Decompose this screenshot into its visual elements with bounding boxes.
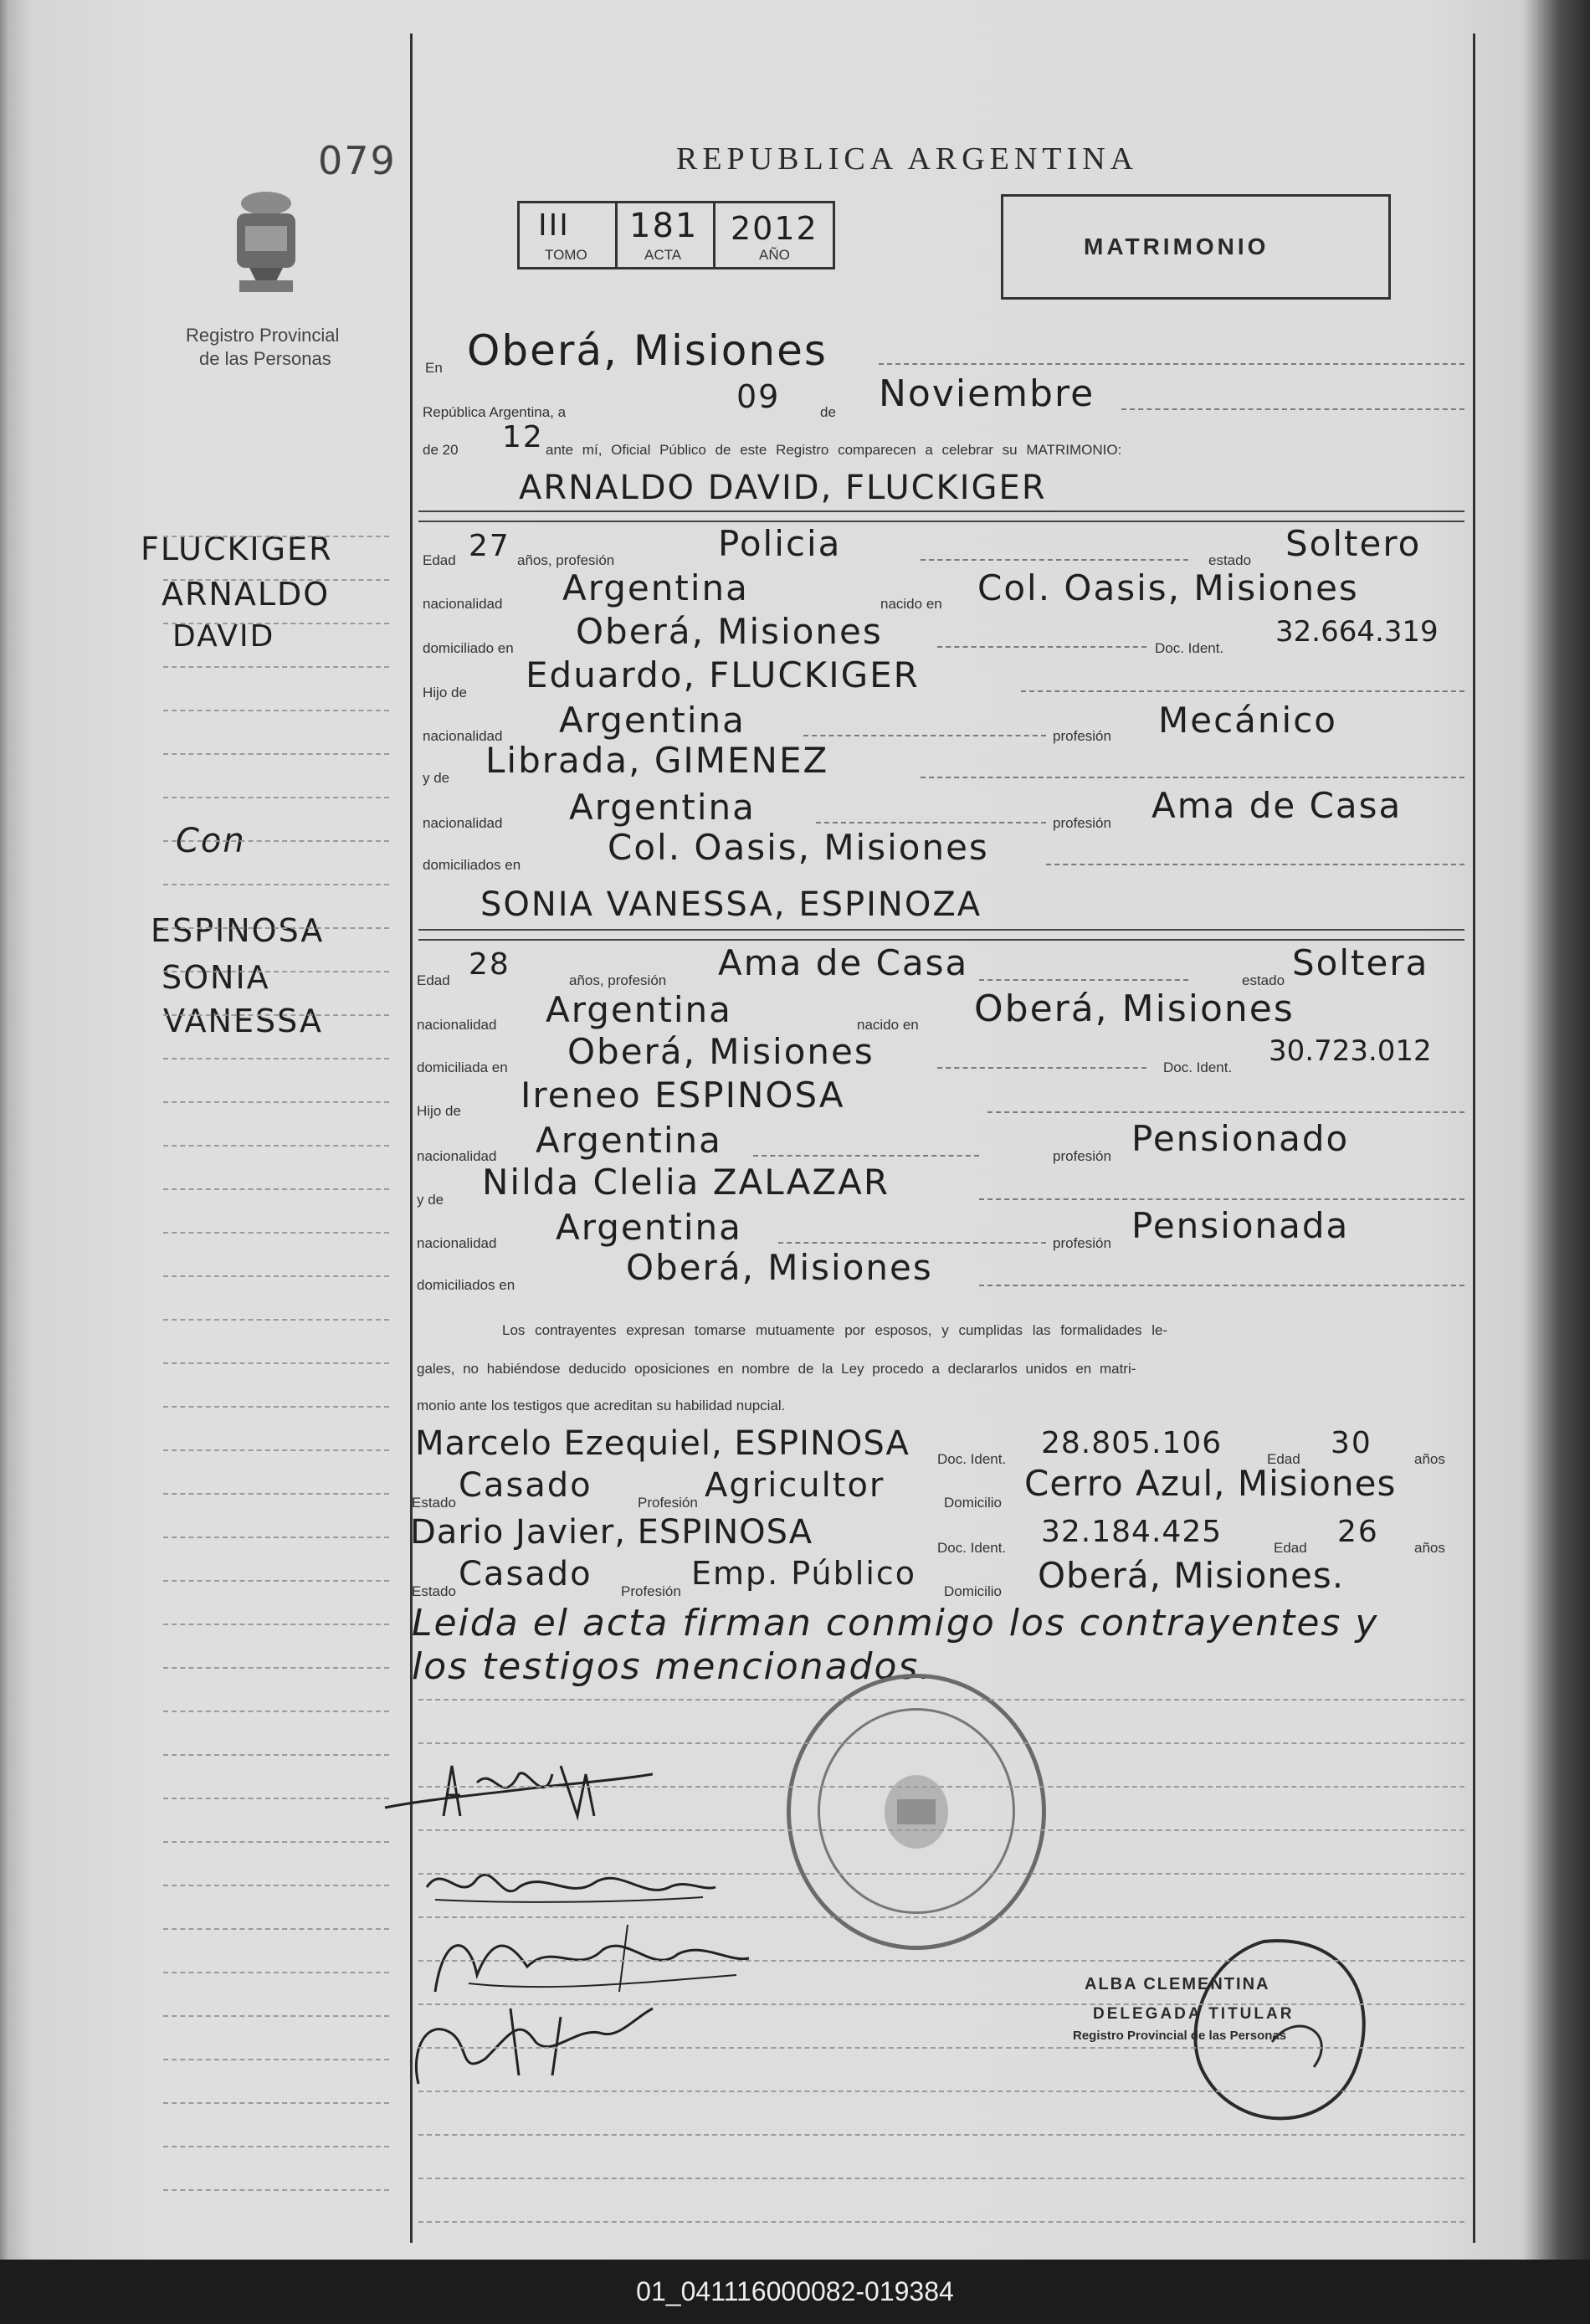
- groom-hijo-label: Hijo de: [423, 685, 467, 700]
- groom-divider-2: [418, 521, 1464, 522]
- country-title: REPUBLICA ARGENTINA: [676, 141, 1139, 177]
- groom-full-name: ARNALDO DAVID, FLUCKIGER: [519, 469, 1047, 507]
- line-bf-nac: [753, 1155, 979, 1157]
- groom-divider: [418, 510, 1464, 512]
- signature-witness2: [393, 1983, 661, 2092]
- witness2-dom-label: Domicilio: [944, 1583, 1002, 1599]
- groom-father-prof-label: profesión: [1053, 728, 1111, 744]
- witness2-estado: Casado: [459, 1555, 592, 1593]
- margin-ruled-line: [163, 623, 389, 624]
- margin-ruled-line: [163, 1711, 389, 1712]
- body-ruled-line: [418, 2221, 1464, 2223]
- registry-name-line1: Registro Provincial: [186, 325, 340, 346]
- acta-cell: [615, 201, 716, 269]
- margin-groom-line1: FLUCKIGER: [141, 531, 333, 567]
- groom-father-nationality: Argentina: [559, 700, 746, 741]
- anio-label: AÑO: [759, 247, 790, 263]
- bride-doc-label: Doc. Ident.: [1163, 1059, 1233, 1075]
- intro-month: Noviembre: [879, 372, 1095, 415]
- bride-estado-label: estado: [1242, 972, 1285, 988]
- witness2-doc: 32.184.425: [1041, 1515, 1223, 1549]
- intro-day: 09: [736, 378, 781, 415]
- groom-parents-dom-label: domiciliados en: [423, 857, 521, 873]
- bride-hijo-label: Hijo de: [417, 1103, 461, 1119]
- bride-nacido-label: nacido en: [857, 1017, 919, 1033]
- groom-father-nac-label: nacionalidad: [423, 728, 503, 744]
- margin-ruled-line: [163, 666, 389, 668]
- witness2-age: 26: [1337, 1515, 1379, 1549]
- margin-ruled-line: [163, 2015, 389, 2017]
- margin-ruled-line: [163, 1232, 389, 1234]
- groom-parents-domicile: Col. Oasis, Misiones: [608, 827, 989, 868]
- margin-ruled-line: [163, 1798, 389, 1799]
- witness1-edad-label: Edad: [1267, 1451, 1300, 1467]
- seal-emblem-icon: [879, 1770, 954, 1854]
- witness1-estado: Casado: [459, 1466, 592, 1505]
- groom-anos-label: años, profesión: [517, 552, 615, 568]
- margin-ruled-line: [163, 710, 389, 711]
- republica-label: República Argentina, a: [423, 404, 567, 420]
- witness1-anos-label: años: [1414, 1451, 1445, 1467]
- margin-ruled-line: [163, 2059, 389, 2060]
- margin-ruled-line: [163, 1319, 389, 1321]
- margin-ruled-line: [163, 1275, 389, 1277]
- folio-number: 079: [318, 138, 397, 183]
- line-g-father: [1021, 690, 1464, 692]
- margin-ruled-line: [163, 1580, 389, 1582]
- official-stamp-line3: Registro Provincial de las Personas: [1073, 2029, 1287, 2043]
- groom-doc-label: Doc. Ident.: [1155, 640, 1224, 656]
- margin-ruled-line: [163, 884, 389, 885]
- footer-id: 01_041116000082-019384: [0, 2260, 1590, 2324]
- bride-domicile: Oberá, Misiones: [567, 1031, 874, 1072]
- margin-ruled-line: [163, 1014, 389, 1016]
- margin-ruled-line: [163, 579, 389, 581]
- acta-label: ACTA: [644, 247, 682, 263]
- groom-edad-label: Edad: [423, 552, 456, 568]
- witness2-domicile: Oberá, Misiones.: [1038, 1555, 1345, 1596]
- witness2-profession: Emp. Público: [691, 1555, 917, 1592]
- line-g-pdom: [1046, 864, 1464, 865]
- bride-nationality: Argentina: [546, 989, 732, 1030]
- margin-groom-line3: DAVID: [172, 619, 275, 654]
- margin-ruled-line: [163, 1754, 389, 1756]
- groom-age: 27: [469, 529, 510, 563]
- declaration-line2: gales, no habiéndose deducido oposiciones en nombre de la Ley procedo a declararlos unidos en matri-: [417, 1361, 1136, 1377]
- line-date: [1121, 408, 1464, 410]
- body-ruled-line: [418, 2091, 1464, 2092]
- body-ruled-line: [418, 2178, 1464, 2179]
- line-bm-nac: [778, 1242, 1046, 1244]
- margin-ruled-line: [163, 797, 389, 798]
- witness2-prof-label: Profesión: [621, 1583, 681, 1599]
- bride-nac-label: nacionalidad: [417, 1017, 497, 1033]
- margin-ruled-line: [163, 1841, 389, 1843]
- bride-dom-label: domiciliada en: [417, 1059, 508, 1075]
- margin-ruled-line: [163, 1101, 389, 1103]
- groom-father-profession: Mecánico: [1158, 700, 1337, 741]
- groom-dom-label: domiciliado en: [423, 640, 514, 656]
- margin-ruled-line: [163, 536, 389, 537]
- form-right-border: [1473, 33, 1475, 2243]
- bride-father: Ireneo ESPINOSA: [521, 1075, 845, 1116]
- bride-mother-nac-label: nacionalidad: [417, 1235, 497, 1251]
- line-place: [879, 363, 1464, 365]
- line-b-prof: [979, 979, 1188, 981]
- bride-divider-2: [418, 939, 1464, 941]
- bride-mother: Nilda Clelia ZALAZAR: [482, 1162, 890, 1203]
- line-g-prof: [921, 559, 1188, 561]
- groom-mother-prof-label: profesión: [1053, 815, 1111, 831]
- tomo-value: III: [538, 208, 570, 243]
- margin-ruled-line: [163, 971, 389, 972]
- official-stamp-line1: ALBA CLEMENTINA: [1085, 1975, 1270, 1993]
- bride-mother-nationality: Argentina: [556, 1207, 742, 1248]
- anio-value: 2012: [731, 210, 818, 247]
- margin-ruled-line: [163, 1188, 389, 1190]
- intro-place: Oberá, Misiones: [467, 326, 828, 375]
- witness2-doc-label: Doc. Ident.: [937, 1540, 1007, 1556]
- groom-yde-label: y de: [423, 770, 450, 786]
- groom-mother-nationality: Argentina: [569, 787, 756, 828]
- acta-value: 181: [629, 207, 699, 245]
- groom-domicile: Oberá, Misiones: [576, 611, 883, 652]
- margin-ruled-line: [163, 1928, 389, 1930]
- body-ruled-line: [418, 1742, 1464, 1744]
- groom-estado-label: estado: [1208, 552, 1252, 568]
- groom-mother: Librada, GIMENEZ: [485, 740, 829, 781]
- bride-father-nac-label: nacionalidad: [417, 1148, 497, 1164]
- bride-mother-prof-label: profesión: [1053, 1235, 1111, 1251]
- bride-father-profession: Pensionado: [1131, 1118, 1350, 1159]
- margin-ruled-line: [163, 2102, 389, 2104]
- tomo-cell: [517, 201, 618, 269]
- margin-ruled-line: [163, 2146, 389, 2147]
- witness1-dom-label: Domicilio: [944, 1495, 1002, 1511]
- bride-parents-dom-label: domiciliados en: [417, 1277, 515, 1293]
- de20-label: de 20: [423, 442, 459, 458]
- margin-bride-line2: SONIA: [162, 959, 270, 996]
- groom-doc: 32.664.319: [1275, 615, 1439, 649]
- bride-age: 28: [469, 947, 510, 982]
- body-ruled-line: [418, 2134, 1464, 2136]
- body-ruled-line: [418, 2047, 1464, 2049]
- official-stamp-line2: DELEGADA TITULAR: [1093, 2005, 1295, 2023]
- margin-ruled-line: [163, 1493, 389, 1495]
- margin-ruled-line: [163, 1145, 389, 1147]
- declaration-line1: Los contrayentes expresan tomarse mutuamente por esposos, y cumplidas las formalidades le-: [502, 1322, 1168, 1338]
- signature-groom: [377, 1749, 653, 1833]
- line-b-pdom: [979, 1285, 1464, 1286]
- anio-cell: [713, 201, 835, 269]
- bride-divider: [418, 929, 1464, 931]
- groom-father: Eduardo, FLUCKIGER: [526, 654, 920, 695]
- witness1-doc: 28.805.106: [1041, 1426, 1223, 1460]
- form-left-border: [410, 33, 413, 2243]
- official-signature: [1172, 1925, 1389, 2142]
- bride-full-name: SONIA VANESSA, ESPINOZA: [480, 885, 982, 924]
- margin-ruled-line: [163, 1972, 389, 1973]
- bride-father-prof-label: profesión: [1053, 1148, 1111, 1164]
- line-g-mother: [921, 777, 1464, 778]
- signature-bride: [418, 1854, 720, 1912]
- margin-ruled-line: [163, 2189, 389, 2191]
- bride-yde-label: y de: [417, 1192, 444, 1208]
- groom-profession: Policia: [718, 523, 842, 564]
- witness1-doc-label: Doc. Ident.: [937, 1451, 1007, 1467]
- witness1-profession: Agricultor: [705, 1466, 885, 1505]
- body-ruled-line: [418, 1960, 1464, 1962]
- witness1-prof-label: Profesión: [638, 1495, 698, 1511]
- margin-con: Con: [176, 822, 246, 860]
- margin-ruled-line: [163, 927, 389, 929]
- witness1-age: 30: [1331, 1426, 1372, 1460]
- groom-nacido-label: nacido en: [880, 596, 942, 612]
- line-gf-nac: [803, 735, 1046, 736]
- book-binding: [1538, 0, 1590, 2260]
- witness1-domicile: Cerro Azul, Misiones: [1024, 1463, 1397, 1504]
- closing-line2: los testigos mencionados.: [412, 1645, 933, 1688]
- bride-parents-domicile: Oberá, Misiones: [626, 1247, 933, 1288]
- record-type: MATRIMONIO: [1084, 233, 1269, 259]
- en-label: En: [425, 360, 443, 376]
- bride-birthplace: Oberá, Misiones: [974, 988, 1295, 1030]
- witness2-edad-label: Edad: [1274, 1540, 1307, 1556]
- line-b-mother: [979, 1198, 1464, 1200]
- groom-estado: Soltero: [1285, 523, 1422, 564]
- bride-doc: 30.723.012: [1269, 1034, 1432, 1068]
- witness2-anos-label: años: [1414, 1540, 1445, 1556]
- margin-ruled-line: [163, 1624, 389, 1625]
- line-b-dom: [937, 1067, 1146, 1069]
- closing-line1: Leida el acta firman conmigo los contrayentes y: [412, 1602, 1379, 1644]
- margin-ruled-line: [163, 1362, 389, 1364]
- groom-birthplace: Col. Oasis, Misiones: [977, 567, 1359, 608]
- margin-ruled-line: [163, 753, 389, 755]
- intro-year-suffix: 12: [502, 420, 544, 454]
- bride-edad-label: Edad: [417, 972, 450, 988]
- registry-seal: [787, 1674, 1046, 1950]
- groom-mother-nac-label: nacionalidad: [423, 815, 503, 831]
- margin-bride-line1: ESPINOSA: [151, 912, 325, 949]
- record-type-box: [1001, 194, 1391, 300]
- body-ruled-line: [418, 1873, 1464, 1875]
- body-ruled-line: [418, 1829, 1464, 1831]
- witness2-estado-label: Estado: [412, 1583, 456, 1599]
- bride-father-nationality: Argentina: [536, 1120, 722, 1161]
- line-gm-nac: [816, 822, 1046, 823]
- intro-statement: ante mí, Oficial Público de este Registro comparecen a celebrar su MATRIMONIO:: [546, 442, 1122, 458]
- body-ruled-line: [418, 2003, 1464, 2005]
- margin-groom-line2: ARNALDO: [162, 576, 331, 613]
- margin-ruled-line: [163, 1667, 389, 1669]
- coat-of-arms-icon: [224, 188, 308, 297]
- bride-mother-profession: Pensionada: [1131, 1205, 1350, 1246]
- witness2-name: Dario Javier, ESPINOSA: [410, 1513, 813, 1552]
- intro-de-label: de: [820, 404, 836, 420]
- bride-estado: Soltera: [1292, 942, 1429, 983]
- margin-ruled-line: [163, 840, 389, 842]
- groom-nationality: Argentina: [562, 567, 749, 608]
- bride-profession: Ama de Casa: [718, 942, 969, 983]
- margin-ruled-line: [163, 1885, 389, 1886]
- margin-ruled-line: [163, 1537, 389, 1538]
- body-ruled-line: [418, 1916, 1464, 1918]
- declaration-line3: monio ante los testigos que acreditan su habilidad nupcial.: [417, 1398, 786, 1413]
- body-ruled-line: [418, 1699, 1464, 1701]
- line-b-father: [987, 1111, 1464, 1113]
- body-ruled-line: [418, 1786, 1464, 1788]
- witness1-name: Marcelo Ezequiel, ESPINOSA: [415, 1424, 910, 1463]
- margin-ruled-line: [163, 1058, 389, 1059]
- groom-mother-profession: Ama de Casa: [1151, 785, 1403, 826]
- groom-nac-label: nacionalidad: [423, 596, 503, 612]
- witness1-estado-label: Estado: [412, 1495, 456, 1511]
- margin-bride-line3: VANESSA: [163, 1003, 323, 1039]
- registry-name-line2: de las Personas: [199, 348, 331, 369]
- tomo-label: TOMO: [545, 247, 587, 263]
- margin-ruled-line: [163, 1449, 389, 1451]
- bride-anos-label: años, profesión: [569, 972, 667, 988]
- line-g-dom: [937, 646, 1146, 648]
- margin-ruled-line: [163, 1406, 389, 1408]
